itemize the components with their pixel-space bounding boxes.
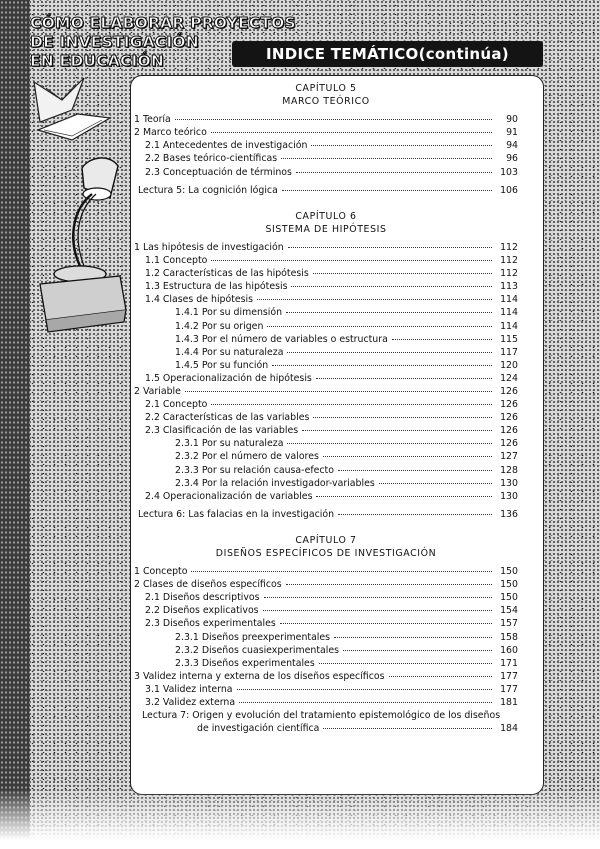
leader-dots — [313, 417, 492, 418]
leader-dots — [311, 145, 492, 146]
toc-entry-label: 2.3.1 Por su naturaleza — [175, 438, 284, 450]
toc-entry-label: 1.4.3 Por el número de variables o estructura — [175, 333, 388, 345]
series-title-line: EN EDUCACIÓN — [30, 52, 165, 70]
toc-entry[interactable] — [134, 139, 518, 152]
toc-entry[interactable] — [134, 437, 518, 450]
toc-entry[interactable] — [134, 346, 518, 359]
leader-dots — [323, 456, 492, 457]
toc-entry-label: 1.5 Operacionalización de hipótesis — [145, 372, 312, 384]
leader-dots — [343, 650, 492, 651]
toc-entry-page: 127 — [500, 451, 518, 463]
toc-entry[interactable] — [134, 424, 518, 437]
toc-entry-page: 130 — [500, 477, 518, 489]
leader-dots — [316, 378, 492, 379]
toc-entry-page: 171 — [500, 657, 518, 669]
leader-dots — [211, 260, 492, 261]
leader-dots — [392, 339, 492, 340]
toc-entry-label: 1.4.1 Por su dimensión — [175, 307, 283, 319]
toc-entry-page: 124 — [500, 372, 518, 384]
toc-entry-label: 2.1 Diseños descriptivos — [145, 592, 260, 604]
toc-entry-label: 2.1 Concepto — [145, 399, 208, 411]
leader-dots — [302, 430, 492, 431]
toc-entry-label: 2.3.2 Por el número de valores — [175, 451, 319, 463]
leader-dots — [280, 623, 492, 624]
toc-entry[interactable] — [134, 398, 518, 411]
reading-entry[interactable] — [134, 709, 518, 735]
toc-entry-page: 114 — [500, 320, 518, 332]
toc-entry-label: 3 Validez interna y externa de los diseños específicos — [134, 670, 385, 682]
toc-entry-page: 157 — [500, 618, 518, 630]
leader-dots — [239, 702, 492, 703]
leader-dots — [338, 514, 492, 515]
leader-dots — [191, 571, 492, 572]
toc-entry-label: 1.3 Estructura de las hipótesis — [145, 281, 288, 293]
chapter-title: DISEÑOS ESPECÍFICOS DE INVESTIGACIÓN — [215, 548, 437, 559]
toc-entry[interactable] — [134, 320, 518, 333]
toc-entry-label: 2.3.3 Por su relación causa-efecto — [175, 464, 334, 476]
toc-entry[interactable] — [134, 166, 518, 179]
toc-entry[interactable] — [134, 591, 518, 604]
chapter-heading — [134, 82, 518, 108]
toc-entry-label: 3.2 Validez externa — [145, 697, 236, 709]
toc-entry-label: 1.4.5 Por su función — [175, 359, 269, 371]
chapter-title: MARCO TEÓRICO — [282, 96, 370, 108]
toc-entry-label: 1.4.2 Por su origen — [175, 320, 264, 332]
toc-entry[interactable] — [134, 657, 518, 670]
toc-entry[interactable] — [134, 293, 518, 306]
leader-dots — [264, 597, 492, 598]
toc-entry[interactable] — [134, 477, 518, 490]
toc-entry[interactable] — [134, 126, 518, 139]
toc-entry[interactable] — [134, 696, 518, 709]
toc-entry[interactable] — [134, 490, 518, 503]
toc-entry-page: 126 — [500, 385, 518, 397]
leader-dots — [272, 365, 492, 366]
toc-entry-label: 2.2 Características de las variables — [145, 412, 310, 424]
toc-entry-page: 115 — [500, 333, 518, 345]
toc-entry-page: 112 — [500, 268, 518, 280]
toc-entry-page: 96 — [506, 153, 518, 165]
leader-dots — [257, 299, 492, 300]
toc-entry-page: 120 — [500, 359, 518, 371]
toc-entry[interactable] — [134, 604, 518, 617]
leader-dots — [316, 496, 492, 497]
leader-dots — [282, 190, 492, 191]
toc-entry-label: 1.4 Clases de hipótesis — [145, 294, 254, 306]
toc-entry-label: 2 Variable — [134, 385, 181, 397]
toc-entry[interactable] — [134, 372, 518, 385]
toc-list — [134, 113, 518, 178]
left-margin-band — [0, 0, 30, 849]
index-banner: INDICE TEMÁTICO(continúa) — [232, 41, 543, 67]
leader-dots — [185, 391, 492, 392]
leader-dots — [211, 132, 492, 133]
leader-dots — [379, 483, 492, 484]
reading-line: de investigación científica 184 — [197, 723, 518, 735]
toc-entry[interactable] — [134, 113, 518, 126]
toc-entry-page: 90 — [506, 114, 518, 126]
leader-dots — [313, 273, 492, 274]
toc-entry-page: 113 — [500, 281, 518, 293]
leader-dots — [286, 312, 492, 313]
leader-dots — [263, 610, 492, 611]
leader-dots — [319, 663, 492, 664]
leader-dots — [334, 637, 492, 638]
leader-dots — [288, 247, 492, 248]
toc-entry-page: 150 — [500, 579, 518, 591]
toc-entry[interactable] — [134, 411, 518, 424]
toc-entry[interactable] — [134, 631, 518, 644]
series-title-line: DE INVESTIGACIÓN — [30, 33, 199, 51]
leader-dots — [338, 470, 492, 471]
toc-list — [134, 241, 518, 503]
toc-entry-page: 94 — [506, 140, 518, 152]
toc-entry-label: 1.4.4 Por su naturaleza — [175, 346, 284, 358]
toc-entry[interactable] — [134, 450, 518, 463]
leader-dots — [286, 584, 492, 585]
toc-entry-page: 150 — [500, 592, 518, 604]
toc-entry[interactable] — [134, 306, 518, 319]
toc-entry-label: 2.1 Antecedentes de investigación — [145, 140, 308, 152]
toc-entry[interactable] — [134, 617, 518, 630]
desk-lamp-book-illustration — [32, 70, 128, 340]
leader-dots — [291, 286, 492, 287]
chapter-heading — [134, 210, 518, 236]
toc-entry-label: 2.3.1 Diseños preexperimentales — [175, 631, 331, 643]
toc-entry-page: 181 — [500, 697, 518, 709]
scan-bottom-margin — [0, 789, 600, 849]
toc-entry-page: 114 — [500, 307, 518, 319]
chapter-heading — [134, 534, 518, 560]
toc-list — [134, 565, 518, 709]
toc-entry[interactable] — [134, 670, 518, 683]
leader-dots — [175, 119, 492, 120]
toc-entry-label: 3.1 Validez interna — [145, 683, 233, 695]
leader-dots — [389, 676, 493, 677]
leader-dots — [267, 326, 492, 327]
toc-entry-page: 154 — [500, 605, 518, 617]
toc-entry-page: 177 — [500, 670, 518, 682]
toc-entry-label: 2.2 Bases teórico-científicas — [145, 153, 278, 165]
reading-entry[interactable]: Lectura 6: Las falacias en la investigación 136 — [138, 508, 518, 520]
toc-entry-page: 117 — [500, 346, 518, 358]
book-series-title — [30, 14, 296, 71]
toc-entry-page: 126 — [500, 399, 518, 411]
toc-entry-label: 1.2 Características de las hipótesis — [145, 268, 309, 280]
toc-entry[interactable] — [134, 565, 518, 578]
toc-entry[interactable] — [134, 280, 518, 293]
toc-entry-label: 2.3.2 Diseños cuasiexperimentales — [175, 644, 340, 656]
toc-entry-page: 114 — [500, 294, 518, 306]
leader-dots — [323, 728, 492, 729]
toc-entry-page: 160 — [500, 644, 518, 656]
toc-entry[interactable] — [134, 385, 518, 398]
toc-entry-page: 112 — [500, 241, 518, 253]
toc-entry[interactable] — [134, 359, 518, 372]
leader-dots — [281, 158, 492, 159]
toc-entry-label: 2 Marco teórico — [134, 127, 207, 139]
toc-entry-page: 103 — [500, 166, 518, 178]
chapter-number: CAPÍTULO 5 — [295, 83, 357, 94]
toc-entry-page: 177 — [500, 683, 518, 695]
toc-entry-page: 112 — [500, 255, 518, 267]
toc-entry[interactable] — [134, 464, 518, 477]
toc-entry[interactable] — [134, 644, 518, 657]
toc-entry-page: 126 — [500, 438, 518, 450]
chapter-title: SISTEMA DE HIPÓTESIS — [265, 223, 387, 235]
toc-entry-label: 2.3 Clasificación de las variables — [145, 425, 299, 437]
leader-dots — [211, 404, 492, 405]
toc-entry-label: 2.2 Diseños explicativos — [145, 605, 259, 617]
toc-entry-label: 2.3.4 Por la relación investigador-variables — [175, 477, 375, 489]
toc-entry[interactable] — [134, 683, 518, 696]
toc-entry-page: 128 — [500, 464, 518, 476]
toc-entry[interactable] — [134, 254, 518, 267]
series-title-line: CÓMO ELABORAR PROYECTOS — [30, 14, 296, 32]
toc-entry-label: 2.3 Diseños experimentales — [145, 618, 276, 630]
toc-entry-page: 150 — [500, 566, 518, 578]
toc-entry-page: 91 — [506, 127, 518, 139]
toc-entry[interactable] — [134, 152, 518, 165]
toc-entry-label: 2 Clases de diseños específicos — [134, 579, 282, 591]
toc-entry-label: 1 Teoría — [134, 114, 171, 126]
toc-entry-label: 2.3 Conceptuación de términos — [145, 166, 292, 178]
leader-dots — [287, 352, 492, 353]
toc-entry-label: 1 Concepto — [134, 566, 188, 578]
chapter-number: CAPÍTULO 7 — [295, 534, 357, 546]
toc-entry-page: 126 — [500, 425, 518, 437]
leader-dots — [287, 443, 492, 444]
toc-entry[interactable] — [134, 241, 518, 254]
table-of-contents — [134, 82, 518, 735]
toc-entry-page: 126 — [500, 412, 518, 424]
reading-line: Lectura 7: Origen y evolución del tratamiento epistemológico de los diseños — [142, 710, 501, 722]
toc-entry-label: 2.3.3 Diseños experimentales — [175, 657, 315, 669]
toc-entry-label: 1.1 Concepto — [145, 255, 208, 267]
toc-entry-page: 130 — [500, 490, 518, 502]
toc-entry[interactable] — [134, 578, 518, 591]
chapter-number: CAPÍTULO 6 — [295, 210, 357, 222]
toc-entry-label: 2.4 Operacionalización de variables — [145, 490, 313, 502]
leader-dots — [237, 689, 492, 690]
toc-entry-page: 158 — [500, 631, 518, 643]
toc-entry[interactable] — [134, 333, 518, 346]
reading-entry[interactable]: Lectura 5: La cognición lógica 106 — [138, 184, 518, 196]
toc-entry-label: 1 Las hipótesis de investigación — [134, 241, 284, 253]
leader-dots — [296, 172, 492, 173]
toc-entry[interactable] — [134, 267, 518, 280]
